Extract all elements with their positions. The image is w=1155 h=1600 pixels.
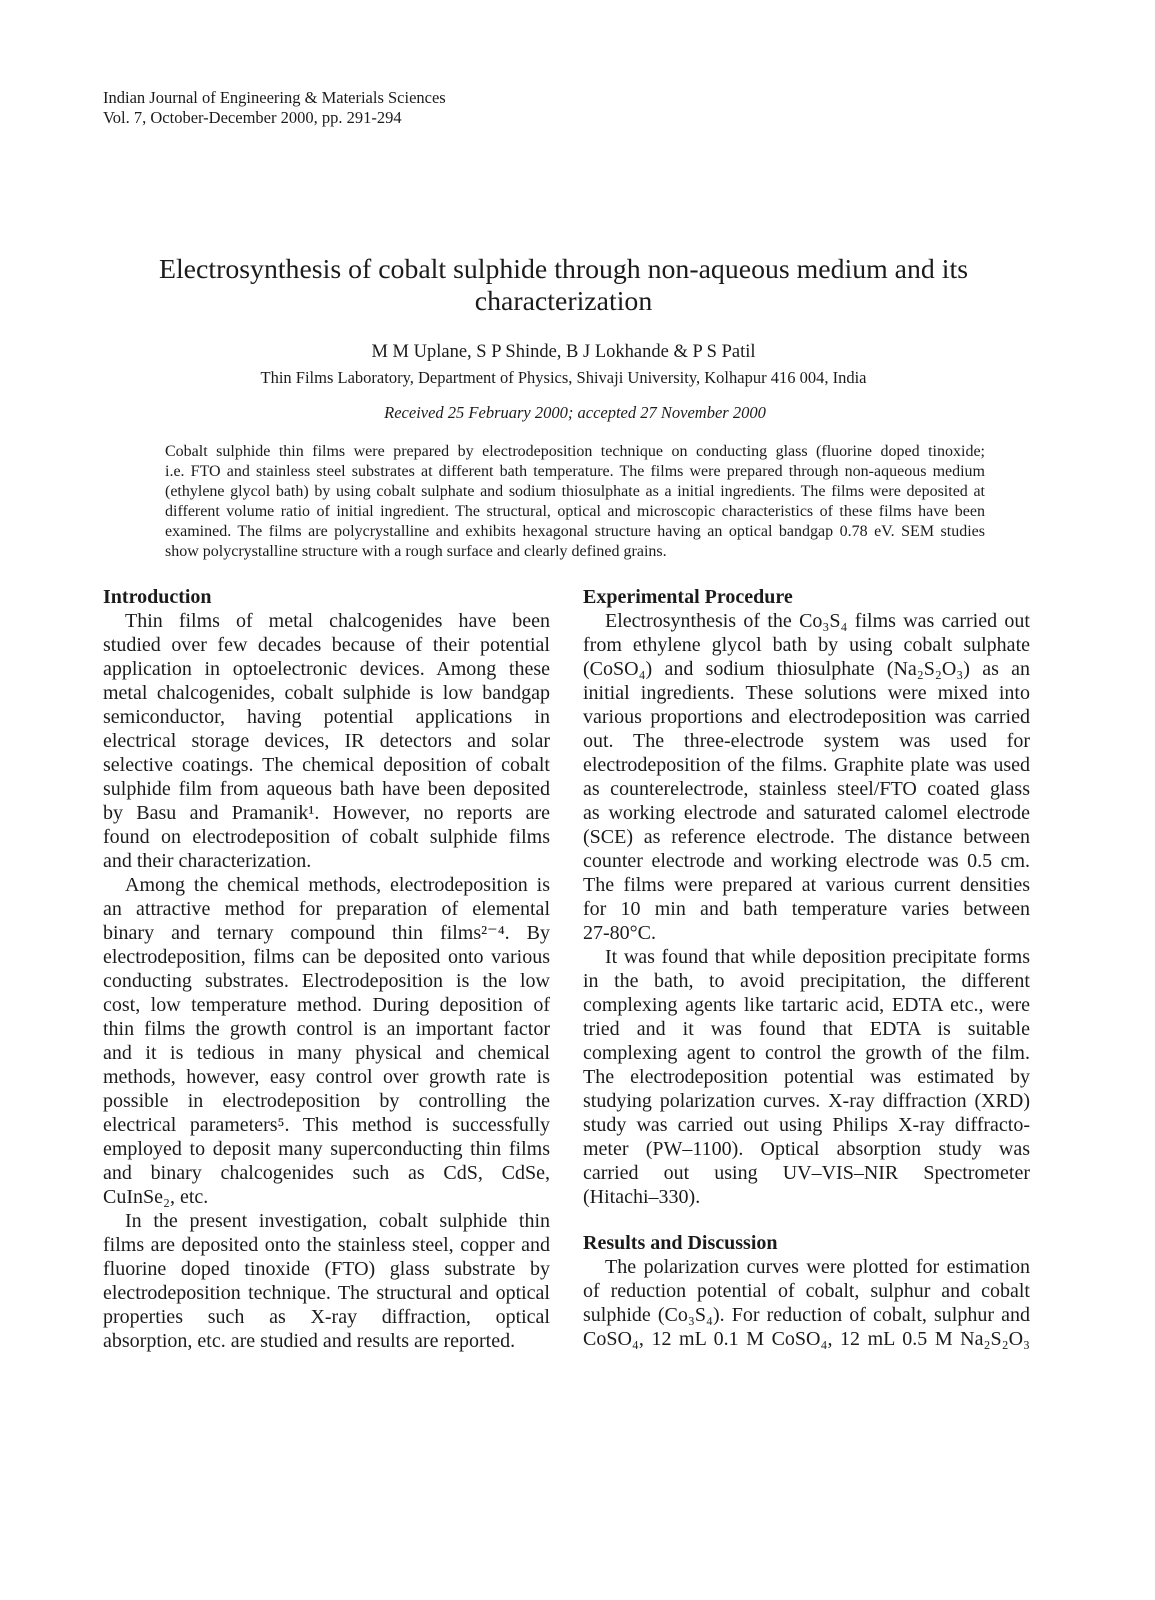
text-line: and their characterization.: [103, 850, 312, 872]
section-experimental-procedure: [583, 585, 1030, 1209]
text-line: sulphide film from aqueous bath have been deposited: [103, 778, 550, 800]
text-line: Among the chemical methods, electrodeposition is: [125, 874, 550, 896]
text-line: thin films the growth control is an important factor: [103, 1018, 550, 1040]
text-line: electrodeposition of the films. Graphite plate was used: [583, 754, 1030, 776]
received-accepted-dates: Received 25 February 2000; accepted 27 November 2000: [384, 403, 766, 422]
text-line: selective coatings. The chemical deposition of cobalt: [103, 754, 550, 776]
text-line: employed to deposit many superconducting thin films: [103, 1138, 550, 1160]
text-line: fluorine doped tinoxide (FTO) glass substrate by: [103, 1258, 550, 1280]
text-line: metal chalcogenides, cobalt sulphide is low bandgap: [103, 682, 550, 704]
abstract-line: (ethylene glycol bath) by using cobalt sulphate and sodium thiosulphate as a initial ingredients. The films were deposited at: [165, 483, 985, 500]
abstract-line: i.e. FTO and stainless steel substrates at different bath temperature. The films were prepared through non-aqueous medium: [165, 463, 985, 480]
text-line: of reduction potential of cobalt, sulphur and cobalt: [583, 1280, 1030, 1302]
text-line: application in optoelectronic devices. Among these: [103, 658, 550, 680]
journal-name: Indian Journal of Engineering & Materials Sciences: [103, 88, 446, 107]
text-line: by Basu and Pramanik¹. However, no reports are: [103, 802, 550, 824]
text-line: from ethylene glycol bath by using cobalt sulphate: [583, 634, 1030, 656]
text-line: studying polarization curves. X-ray diffraction (XRD): [583, 1090, 1030, 1112]
text-line: for 10 min and bath temperature varies between: [583, 898, 1030, 920]
text-line: Thin films of metal chalcogenides have been: [125, 610, 550, 632]
text-line: CoSO₄, 12 mL 0.1 M CoSO₄, 12 mL 0.5 M Na₂S₂O₃: [583, 1328, 1030, 1350]
text-line: initial ingredients. These solutions were mixed into: [583, 682, 1030, 704]
text-line: electrical parameters⁵. This method is successfully: [103, 1114, 550, 1136]
text-line: and binary chalcogenides such as CdS, CdSe,: [103, 1162, 550, 1184]
text-line: complexing agent to control the growth of the film.: [583, 1042, 1030, 1064]
text-line: The electrodeposition potential was estimated by: [583, 1066, 1030, 1088]
paragraph: [583, 1255, 1030, 1351]
text-line: electrodeposition technique. The structural and optical: [103, 1282, 550, 1304]
section-heading: Introduction: [103, 586, 212, 608]
abstract-line: examined. The films are polycrystalline and exhibits hexagonal structure having an optical bandgap 0.78 eV. SEM studies: [165, 523, 985, 540]
journal-header: [103, 88, 446, 128]
text-line: It was found that while deposition precipitate forms: [605, 946, 1030, 968]
text-line: The polarization curves were plotted for estimation: [605, 1256, 1030, 1278]
text-line: conducting substrates. Electrodeposition is the low: [103, 970, 550, 992]
text-line: found on electrodeposition of cobalt sulphide films: [103, 826, 550, 848]
text-line: as counterelectrode, stainless steel/FTO coated glass: [583, 778, 1030, 800]
text-line: electrodeposition, films can be deposited onto various: [103, 946, 550, 968]
author-affiliation: Thin Films Laboratory, Department of Physics, Shivaji University, Kolhapur 416 004, India: [260, 368, 867, 387]
text-line: carried out using UV–VIS–NIR Spectrometer: [583, 1162, 1030, 1184]
text-line: semiconductor, having potential applications in: [103, 706, 550, 728]
text-line: In the present investigation, cobalt sulphide thin: [125, 1210, 550, 1232]
text-line: possible in electrodeposition by controlling the: [103, 1090, 550, 1112]
paragraph: [583, 609, 1030, 945]
text-line: properties such as X-ray diffraction, optical: [103, 1306, 550, 1328]
text-line: CuInSe₂, etc.: [103, 1186, 209, 1208]
text-line: (CoSO₄) and sodium thiosulphate (Na₂S₂O₃) as an: [583, 658, 1030, 680]
section-results-and-discussion: [583, 1231, 1030, 1351]
section-heading: Experimental Procedure: [583, 586, 793, 608]
abstract-line: show polycrystalline structure with a rough surface and clearly defined grains.: [165, 543, 667, 560]
journal-issue: Vol. 7, October-December 2000, pp. 291-294: [103, 108, 402, 127]
text-line: various proportions and electrodeposition was carried: [583, 706, 1030, 728]
paragraph: [103, 1209, 550, 1353]
text-line: The films were prepared at various current densities: [583, 874, 1030, 896]
text-line: an attractive method for preparation of elemental: [103, 898, 550, 920]
text-line: complexing agents like tartaric acid, EDTA etc., were: [583, 994, 1030, 1016]
right-column: [583, 585, 1030, 1351]
paper-title: [95, 254, 1032, 318]
section-heading: Results and Discussion: [583, 1232, 778, 1254]
text-line: methods, however, easy control over growth rate is: [103, 1066, 550, 1088]
text-line: (SCE) as reference electrode. The distance between: [583, 826, 1030, 848]
paper-title-line: Electrosynthesis of cobalt sulphide through non-aqueous medium and its: [158, 254, 969, 285]
text-line: studied over few decades because of their potential: [103, 634, 550, 656]
text-line: electrical storage devices, IR detectors and solar: [103, 730, 550, 752]
left-column: [103, 585, 550, 1353]
text-line: out. The three-electrode system was used for: [583, 730, 1030, 752]
text-line: study was carried out using Philips X-ray diffracto-: [583, 1114, 1030, 1136]
text-line: Electrosynthesis of the Co₃S₄ films was carried out: [605, 610, 1030, 632]
text-line: (Hitachi–330).: [583, 1186, 701, 1208]
text-line: in the bath, to avoid precipitation, the different: [583, 970, 1030, 992]
abstract-line: Cobalt sulphide thin films were prepared by electrodeposition technique on conducting glass (fluorine doped tinoxide;: [165, 443, 985, 460]
text-line: binary and ternary compound thin films²⁻⁴. By: [103, 922, 550, 944]
text-line: sulphide (Co₃S₄). For reduction of cobalt, sulphur and: [583, 1304, 1030, 1326]
abstract-line: different volume ratio of initial ingredient. The structural, optical and microscopic characteristics of these films have been: [165, 503, 985, 520]
text-line: and it is tedious in many physical and chemical: [103, 1042, 550, 1064]
paper-title-line: characterization: [474, 286, 653, 317]
paragraph: [103, 873, 550, 1209]
text-line: cost, low temperature method. During deposition of: [103, 994, 550, 1016]
text-line: as working electrode and saturated calomel electrode: [583, 802, 1030, 824]
text-line: meter (PW–1100). Optical absorption study was: [583, 1138, 1030, 1160]
author-list: M M Uplane, S P Shinde, B J Lokhande & P S Patil: [371, 342, 756, 362]
text-line: absorption, etc. are studied and results are reported.: [103, 1330, 516, 1352]
text-line: counter electrode and working electrode was 0.5 cm.: [583, 850, 1030, 872]
text-line: 27-80°C.: [583, 922, 656, 944]
section-introduction: [103, 585, 550, 1353]
abstract: [165, 442, 985, 562]
text-line: films are deposited onto the stainless steel, copper and: [103, 1234, 550, 1256]
paragraph: [583, 945, 1030, 1209]
paragraph: [103, 609, 550, 873]
text-line: tried and it was found that EDTA is suitable: [583, 1018, 1030, 1040]
